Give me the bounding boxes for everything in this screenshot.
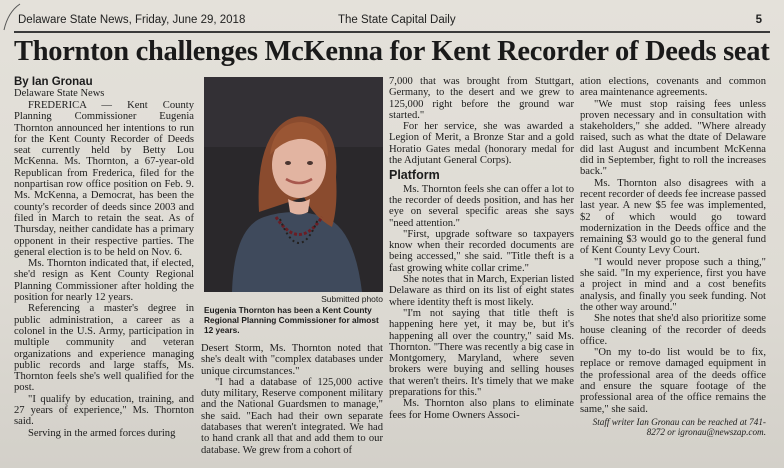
portrait-illustration: [204, 77, 383, 292]
paragraph: 7,000 that was brought from Stuttgart, Germany, to the desert and we grew to 125,000 right before the ground war started.": [389, 76, 574, 121]
paragraph: "On my to-do list would be to fix, replace or remove damaged equipment in the professional area of the deeds office and ensure the square footage of the professional area of the office remains the same," she said.: [580, 347, 766, 415]
article-column-4: [580, 76, 766, 438]
paragraph: ation elections, covenants and common area maintenance agreements.: [580, 76, 766, 99]
paragraph: Ms. Thornton feels she can offer a lot to the recorder of deeds position, and has her eye on several specific areas she says "need attention.": [389, 183, 574, 229]
paragraph: For her service, she was awarded a Legion of Merit, a Bronze Star and a gold Horatio Gates medal (honorary medal for the Adjutant General Corps).: [389, 121, 574, 167]
photo-caption: Eugenia Thornton has been a Kent County Regional Planning Commissioner for almost 12 years.: [204, 305, 379, 335]
section-subhead: Platform: [389, 168, 440, 183]
paragraph: "I would never propose such a thing," she said. "In my experience, first you have a project in mind and a cost benefits analysis, and finally you seek funding. Not the other way around.": [580, 256, 766, 313]
paragraph: She notes that she'd also prioritize some house cleaning of the recorder of deeds office.: [580, 313, 766, 347]
header-tagline: The State Capital Daily: [338, 14, 456, 26]
paragraph: "We must stop raising fees unless proven necessary and in consultation with stakeholders," she added. "Where already raised, such as what the dtate of Delaware did last August and incumbent McKenna did in September, fight to roll the increases back.": [580, 98, 766, 178]
header-rule: [14, 31, 770, 33]
paragraph: Ms. Thornton also plans to eliminate fees for Home Owners Associ-: [389, 398, 574, 421]
page-header: [18, 14, 770, 28]
page-number: 5: [755, 14, 762, 26]
paragraph: Ms. Thornton also disagrees with a recent recorder of deeds fee increase passed last year. A new $5 fee was implemented, $2 of which would go toward modernization in the Deeds office and the remaining $3 would go to the general fund of Kent County Levy Court.: [580, 177, 766, 257]
article-headline: Thornton challenges McKenna for Kent Recorder of Deeds seat: [14, 36, 770, 67]
paragraph: "I'm not saying that title theft is happening here yet, it may be, but it's happening all over the country," said Ms. Thornton. "There was recently a big case in Montgomery, Maryland, where seven brokers were buying and selling houses that weren't theirs. It's timely that we make preparations for this.": [389, 307, 574, 399]
staff-writer-contact: Staff writer Ian Gronau can be reached at 741-8272 or igronau@newszap.com.: [592, 416, 766, 438]
paragraph: Ms. Thornton indicated that, if elected, she'd resign as Kent County Regional Planning Commissioner after holding the position for nearly 12 years.: [14, 258, 194, 304]
paragraph: "First, upgrade software so taxpayers know when their recorded documents are being accessed," she said. "Title theft is a fast growing white collar crime.": [389, 228, 574, 274]
article-column-1: [14, 100, 194, 439]
header-publication-date: Delaware State News, Friday, June 29, 2018: [18, 14, 246, 26]
byline-outlet: Delaware State News: [14, 88, 105, 99]
article-column-3: [389, 76, 574, 421]
paragraph: Desert Storm, Ms. Thornton noted that she's dealt with "complex databases under unique circumstances.": [201, 343, 383, 377]
photo-credit: Submitted photo: [321, 294, 383, 304]
candidate-photo: [204, 77, 383, 292]
paragraph: Referencing a master's degree in public administration, a career as a colonel in the U.S. Army, participation in multiple community and veteran organizations and experience managing public records and large staffs, Ms. Thornton feels she's well qualified for the post.: [14, 303, 194, 394]
paragraph: FREDERICA — Kent County Planning Commissioner Eugenia Thornton announced her intentions to run for the Kent County Recorder of Deeds seat currently held by Betty Lou McKenna. Ms. Thornton, a 67-year-old Republican from Frederica, filed for the nonpartisan row office position on Feb. 9. Ms. McKenna, a Democrat, has been the county's recorder of deeds since 2003 and filed in March to retain the seat. As of Thursday, neither candidate has a primary opponent in their respective parties. The general election is to be held on Nov. 6.: [14, 100, 194, 258]
paragraph: "I qualify by education, training, and 27 years of experience," Ms. Thornton said.: [14, 393, 194, 428]
byline-author: By Ian Gronau: [14, 76, 93, 88]
paragraph: She notes that in March, Experian listed Delaware as third on its list of eight states where identity theft is most likely.: [389, 274, 574, 308]
paragraph: Serving in the armed forces during: [28, 427, 176, 439]
article-column-2: [201, 343, 383, 456]
paragraph: "I had a database of 125,000 active duty military, Reserve component military and the National Guardsmen to manage," she said. "Each had their own separate databases that weren't integrated. We had to hand crank all that and add them to our database. We grew from a cohort of: [201, 376, 383, 456]
